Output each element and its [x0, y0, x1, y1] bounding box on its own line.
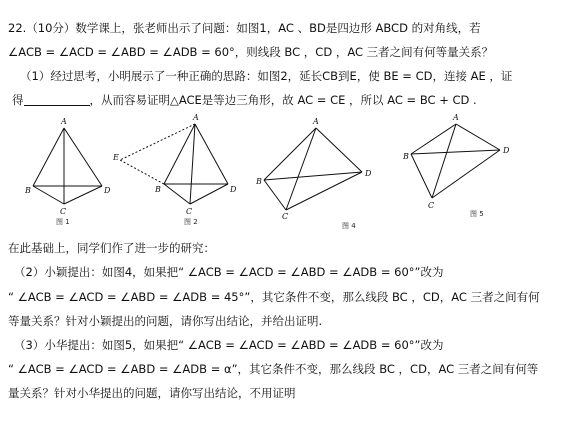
problem-line-7: “ ∠ACB = ∠ACD = ∠ABD = ∠ADB = 45°”，其它条件不变，那么线段 BC ，CD，AC 三者之间有何: [8, 290, 540, 304]
fig2-point-d: D: [230, 185, 237, 194]
fig4-point-b: B: [256, 177, 262, 186]
problem-line-8: 等量关系？针对小颖提出的问题，请你写出结论，并给出证明.: [8, 314, 323, 328]
fig2-point-e: E: [113, 153, 119, 162]
fig2-point-a: A: [193, 113, 199, 122]
fig2-point-c: C: [186, 207, 193, 216]
fig5-point-c: C: [428, 201, 435, 210]
fig2-segment-be-dashed: [120, 160, 164, 184]
fig1-point-a: A: [61, 117, 67, 126]
problem-line-9: （3）小华提出：如图5，如果把“ ∠ACB = ∠ACD = ∠ABD = ∠ADB = 60°”改为: [14, 338, 444, 352]
fig2-segment-ab: [164, 124, 195, 184]
fig2-segment-ae-dashed: [120, 124, 195, 160]
fig1-segment-bc: [33, 186, 64, 204]
fig2-caption: 图 2: [184, 218, 198, 226]
fig4-point-c: C: [282, 212, 289, 221]
problem-line-1: 22.（10分）数学课上，张老师出示了问题：如图1，AC 、BD是四边形 ABCD 的对角线，若: [8, 21, 481, 35]
problem-line-5: 在此基础上，同学们作了进一步的研究：: [8, 241, 215, 255]
fig5-segment-ad: [456, 124, 500, 150]
fig1-caption: 图 1: [56, 218, 70, 226]
fig4-point-a: A: [313, 117, 319, 126]
problem-line-10: “ ∠ACB = ∠ACD = ∠ABD = ∠ADB = α”，其它条件不变，那么线段 BC ，CD，AC 三者之间有何等: [8, 362, 539, 376]
fig2-segment-ac: [190, 124, 195, 204]
line-4-prefix: 得: [12, 93, 24, 107]
problem-line-3: （1）经过思考，小明展示了一种正确的思路：如图2，延长CB到E，使 BE = CD，连接 AE ，证: [20, 69, 513, 83]
fig1-point-c: C: [60, 207, 67, 216]
fig5-segment-bd: [411, 150, 500, 154]
fig5-segment-bc: [411, 154, 432, 198]
fig5-segment-ab: [411, 124, 456, 154]
fig1-point-b: B: [25, 186, 31, 195]
fig5-caption: 图 5: [470, 210, 484, 218]
fig2-point-b: B: [155, 185, 161, 194]
fig1-segment-ad: [64, 128, 102, 186]
fig2-segment-cd: [190, 184, 228, 204]
fig1-segment-cd: [64, 186, 102, 204]
problem-line-6: （2）小颖提出：如图4，如果把“ ∠ACB = ∠ACD = ∠ABD = ∠ADB = 60°”改为: [14, 265, 444, 279]
fig5-segment-cd: [432, 150, 500, 198]
fig4-caption: 图 4: [342, 222, 356, 230]
fig5-point-d: D: [503, 146, 510, 155]
fig4-segment-ab: [264, 128, 316, 180]
figure-1: [33, 128, 102, 204]
figure-5: [411, 124, 500, 198]
fig2-segment-ad: [195, 124, 228, 184]
problem-line-2: ∠ACB = ∠ACD = ∠ABD = ∠ADB = 60°，则线段 BC ，CD ，AC 三者之间有何等量关系？: [8, 45, 494, 59]
fig2-segment-bc: [164, 184, 190, 204]
figure-4: [264, 128, 362, 210]
fig4-segment-bc: [264, 180, 286, 210]
problem-line-11: 量关系？针对小华提出的问题，请你写出结论，不用证明: [8, 386, 296, 400]
fig1-segment-ab: [33, 128, 64, 186]
fig4-segment-ad: [316, 128, 362, 172]
fig5-point-a: A: [453, 113, 459, 122]
fig5-segment-ac: [432, 124, 456, 198]
figure-2: [120, 124, 228, 204]
fig5-point-b: B: [403, 152, 409, 161]
fig1-point-d: D: [104, 186, 111, 195]
fig4-point-d: D: [365, 169, 372, 178]
line-4-suffix: ，从而容易证明△ACE是等边三角形，故 AC = CE ，所以 AC = BC + CD .: [89, 93, 477, 107]
